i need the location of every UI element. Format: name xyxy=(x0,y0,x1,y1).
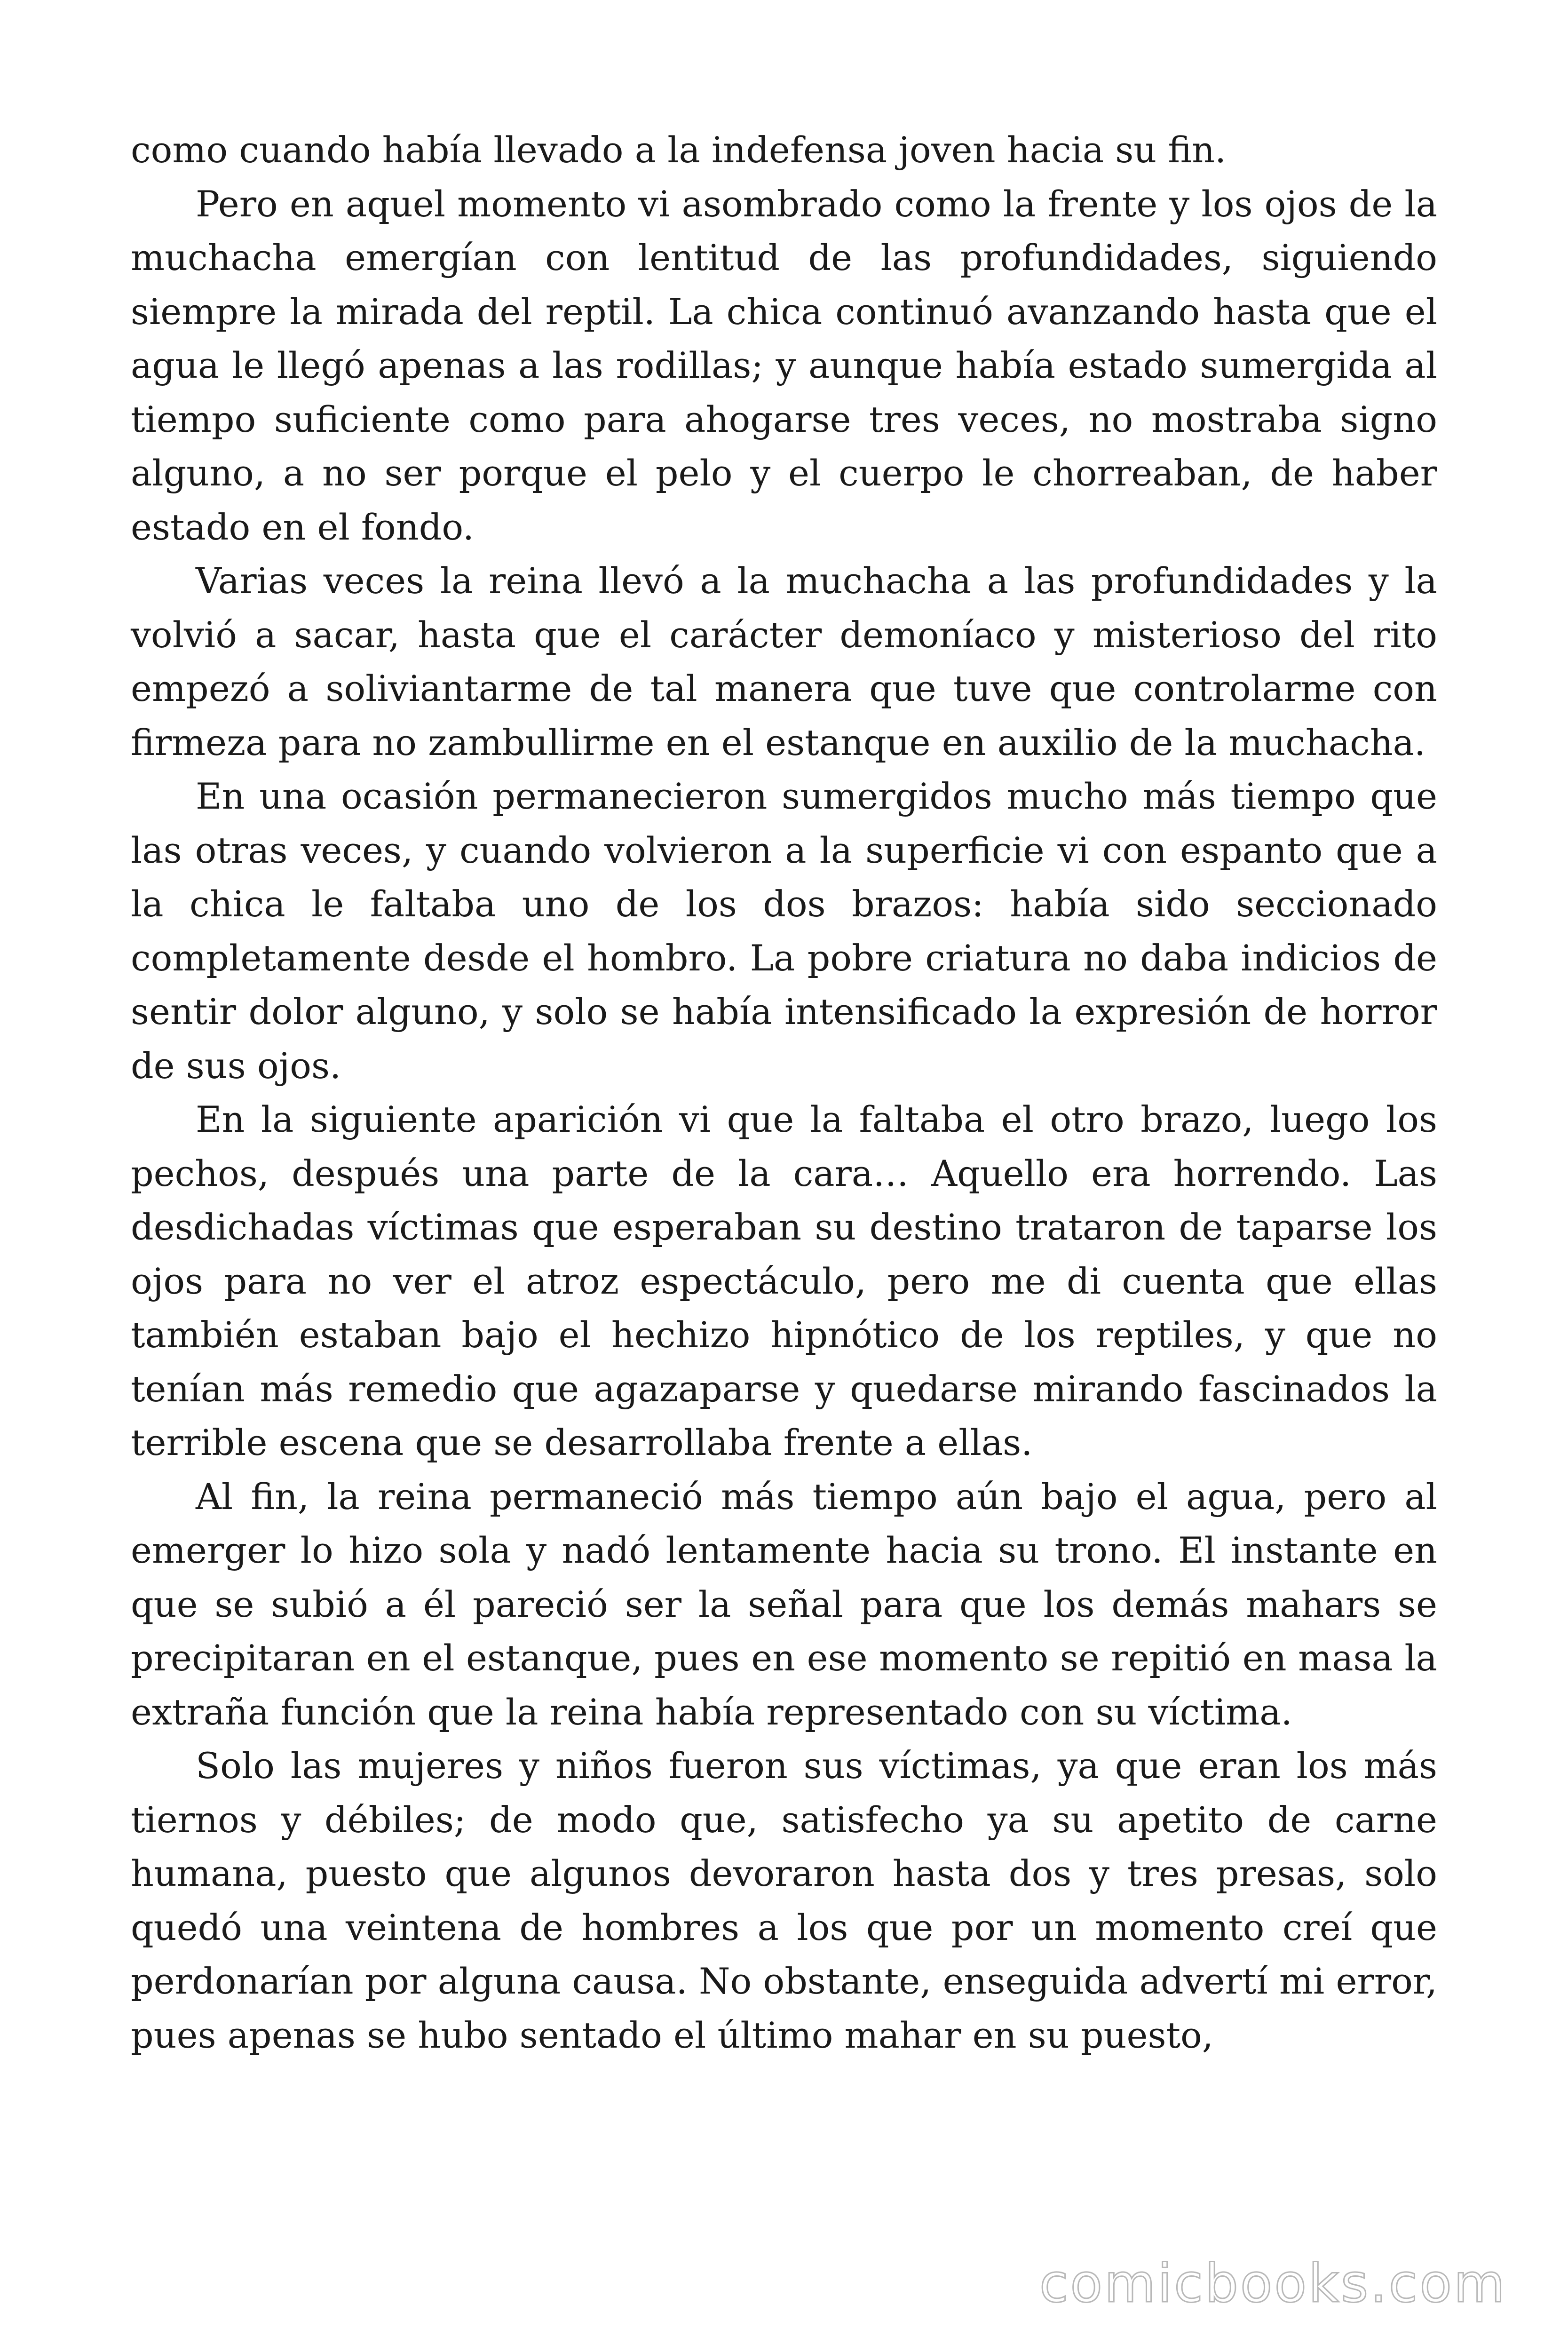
paragraph: Al fin, la reina permaneció más tiempo aún bajo el agua, pero al emerger lo hizo sola y nadó lentamente hacia su trono. El instante en que se subió a él pareció ser la señal para que los demás mahars se precipitaran en el estanque, pues en ese momento se repitió en masa la extraña función que la reina había representado con su víctima. xyxy=(131,1475,1437,1733)
paragraph-continuation: como cuando había llevado a la indefensa joven hacia su fin. xyxy=(131,129,1227,171)
paragraph: Pero en aquel momento vi asombrado como la frente y los ojos de la muchacha emergían con lentitud de las profundidades, siguiendo siempre la mirada del reptil. La chica continuó avanzando hasta que el agua le llegó apenas a las rodillas; y aunque había estado sumergida al tiempo suficiente como para ahogarse tres veces, no mostraba signo alguno, a no ser porque el pelo y el cuerpo le chorreaban, de haber estado en el fondo. xyxy=(131,183,1437,548)
watermark: comicbooks.com xyxy=(1039,2253,1507,2314)
paragraph: En la siguiente aparición vi que la faltaba el otro brazo, luego los pechos, después una parte de la cara… Aquello era horrendo. Las desdichadas víctimas que esperaban su destino trataron de taparse los ojos para no ver el atroz espectáculo, pero me di cuenta que ellas también estaban bajo el hechizo hipnótico de los reptiles, y que no tenían más remedio que agazaparse y quedarse mirando fascinados la terrible escena que se desarrollaba frente a ellas. xyxy=(131,1098,1437,1463)
paragraph: Varias veces la reina llevó a la muchacha a las profundidades y la volvió a sacar, hasta que el carácter demoníaco y misterioso del rito empezó a soliviantarme de tal manera que tuve que controlarme con firmeza para no zambullirme en el estanque en auxilio de la muchacha. xyxy=(131,560,1437,763)
paragraph: Solo las mujeres y niños fueron sus víctimas, ya que eran los más tiernos y débiles; de modo que, satisfecho ya su apetito de carne humana, puesto que algunos devoraron hasta dos y tres presas, solo quedó una veintena de hombres a los que por un momento creí que perdonarían por alguna causa. No obstante, enseguida advertí mi error, pues apenas se hubo sentado el último mahar en su puesto, xyxy=(131,1745,1437,2056)
body-text xyxy=(131,123,1437,2062)
paragraph: En una ocasión permanecieron sumergidos mucho más tiempo que las otras veces, y cuando volvieron a la superficie vi con espanto que a la chica le faltaba uno de los dos brazos: había sido seccionado completamente desde el hombro. La pobre criatura no daba indicios de sentir dolor alguno, y solo se había intensificado la expresión de horror de sus ojos. xyxy=(131,775,1437,1087)
